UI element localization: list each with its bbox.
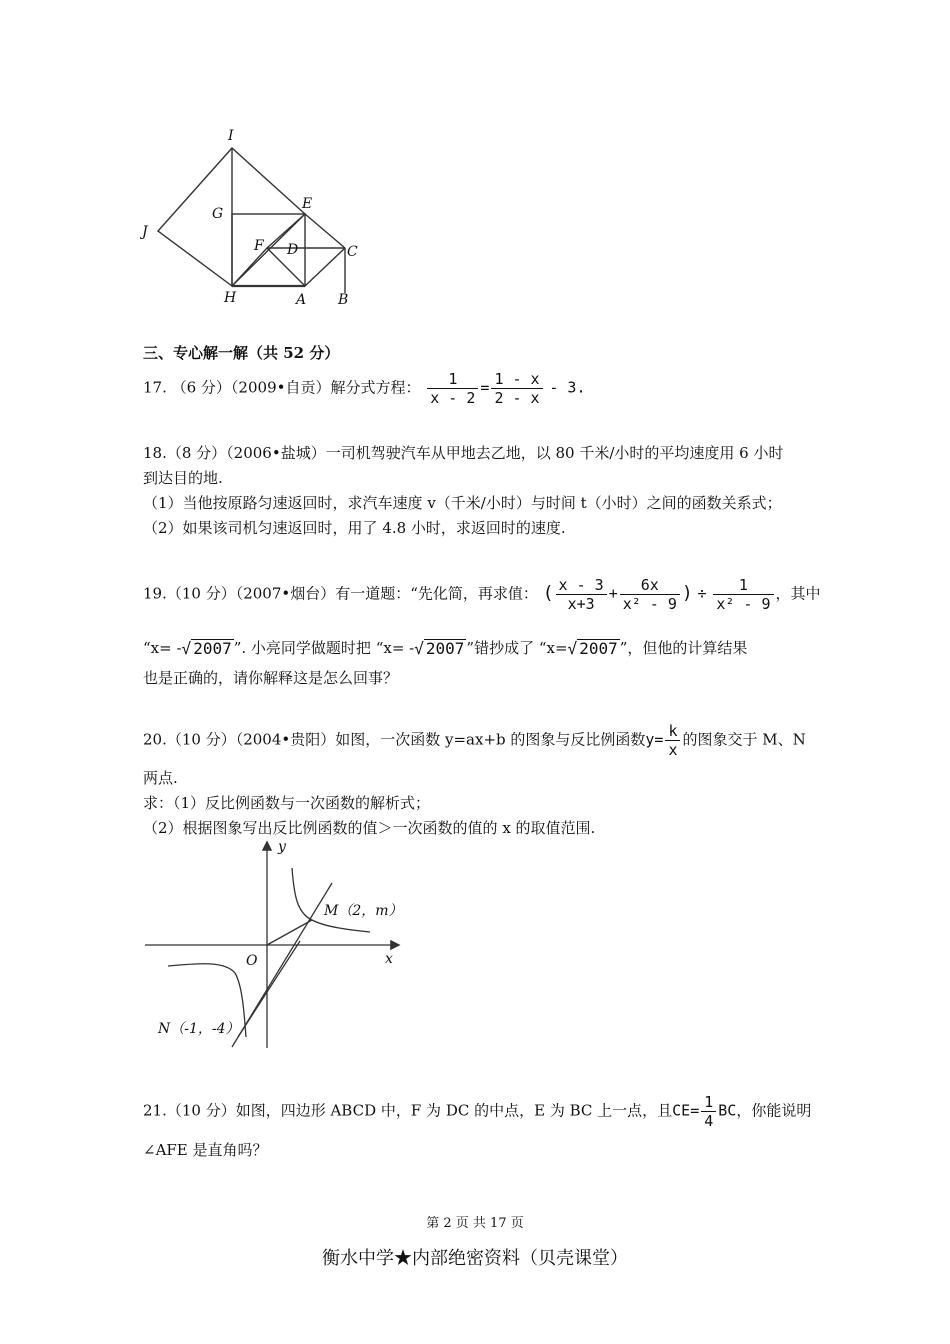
q21-fraction: $\frac{1}{4}$ bbox=[701, 1093, 716, 1130]
label-H: H bbox=[224, 290, 237, 306]
sqrt-2007-a: √ 2007 bbox=[181, 639, 232, 658]
function-graph bbox=[140, 835, 410, 1055]
question-20-line3: 求：（1）反比例函数与一次函数的解析式； bbox=[143, 794, 431, 812]
q19-fraction-3: $\frac{1}{\text{x² - 9}}$ bbox=[713, 576, 773, 613]
label-E: E bbox=[302, 196, 313, 212]
q19-fraction-2: $\frac{6x}{\text{x² - 9}}$ bbox=[620, 576, 680, 613]
question-19-line3: 也是正确的，请你解释这是怎么回事？ bbox=[143, 669, 399, 687]
question-19-line2: “x= -√ 2007 ”. 小亮同学做题时把 “x= -√ 2007 ”错抄成了 “x=√ 2007 ”，但他的计算结果 bbox=[143, 639, 748, 658]
question-20-line2: 两点. bbox=[143, 769, 178, 787]
question-18-line3: （1）当他按原路匀速返回时，求汽车速度 v（千米/小时）与时间 t（小时）之间的函数关系式； bbox=[143, 494, 782, 512]
question-21-line2: ∠AFE 是直角吗？ bbox=[143, 1141, 268, 1159]
point-m-label: M（2，m） bbox=[324, 903, 403, 919]
brand-footer: 衡水中学★内部绝密资料（贝壳课堂） bbox=[322, 1248, 628, 1269]
label-I: I bbox=[228, 128, 234, 144]
question-17: 17. （6 分）（2009•自贡）解分式方程： $\frac{1}{x - 2}$ = $\frac{1 - x}{2 - x}$ - 3. bbox=[143, 370, 586, 407]
q17-tail: - 3. bbox=[549, 378, 586, 397]
label-J: J bbox=[142, 224, 148, 240]
section-title: 三、专心解一解（共 52 分） bbox=[143, 344, 340, 362]
q19-fraction-1: $\frac{x - 3}{x+3}$ bbox=[556, 576, 607, 613]
page-number: 第 2 页 共 17 页 bbox=[426, 1216, 524, 1231]
q17-fraction-1: $\frac{1}{x - 2}$ bbox=[427, 370, 478, 407]
question-20-line4: （2）根据图象写出反比例函数的值＞一次函数的值的 x 的取值范围. bbox=[143, 819, 596, 837]
sqrt-2007-b: √ 2007 bbox=[414, 639, 465, 658]
label-F: F bbox=[254, 238, 264, 254]
label-G: G bbox=[212, 206, 224, 222]
sqrt-2007-c: √ 2007 bbox=[567, 639, 618, 658]
label-D: D bbox=[287, 242, 299, 258]
question-18-line1: 18.（8 分）（2006•盐城）一司机驾驶汽车从甲地去乙地，以 80 千米/小时的平均速度用 6 小时 bbox=[143, 444, 784, 462]
question-21-line1: 21.（10 分）如图，四边形 ABCD 中，F 为 DC 的中点，E 为 BC 上一点，且CE= $\frac{1}{4}$ BC，你能说明 bbox=[143, 1093, 812, 1130]
q17-prefix: 17. （6 分）（2009•自贡）解分式方程： bbox=[143, 378, 421, 397]
point-n-label: N（-1，-4） bbox=[158, 1021, 240, 1037]
x-axis-label: x bbox=[385, 951, 393, 967]
q17-fraction-2: $\frac{1 - x}{2 - x}$ bbox=[491, 370, 542, 407]
origin-label: O bbox=[246, 953, 258, 969]
label-A: A bbox=[296, 292, 307, 308]
question-19-line1: 19.（10 分）（2007•烟台）有一道题：“先化简，再求值： ( $\frac{x - 3}{x+3}$ + $\frac{6x}{\text{x² - 9}}$ ) ÷ $\frac{1}{\text{x² - 9}}$ ，其中 bbox=[143, 576, 821, 613]
q20-fraction-k: $\frac{k}{x}$ bbox=[665, 722, 680, 759]
geometry-figure bbox=[140, 118, 370, 313]
question-18-line2: 到达目的地. bbox=[143, 469, 223, 487]
hyperbola-branch-1 bbox=[292, 868, 370, 932]
label-C: C bbox=[347, 244, 358, 260]
question-20-line1: 20.（10 分）（2004•贵阳）如图，一次函数 y=ax+b 的图象与反比例函数y= $\frac{k}{x}$ 的图象交于 M、N bbox=[143, 722, 806, 759]
label-B: B bbox=[338, 292, 349, 308]
y-axis-label: y bbox=[278, 839, 286, 855]
question-18-line4: （2）如果该司机匀速返回时，用了 4.8 小时，求返回时的速度. bbox=[143, 519, 566, 537]
